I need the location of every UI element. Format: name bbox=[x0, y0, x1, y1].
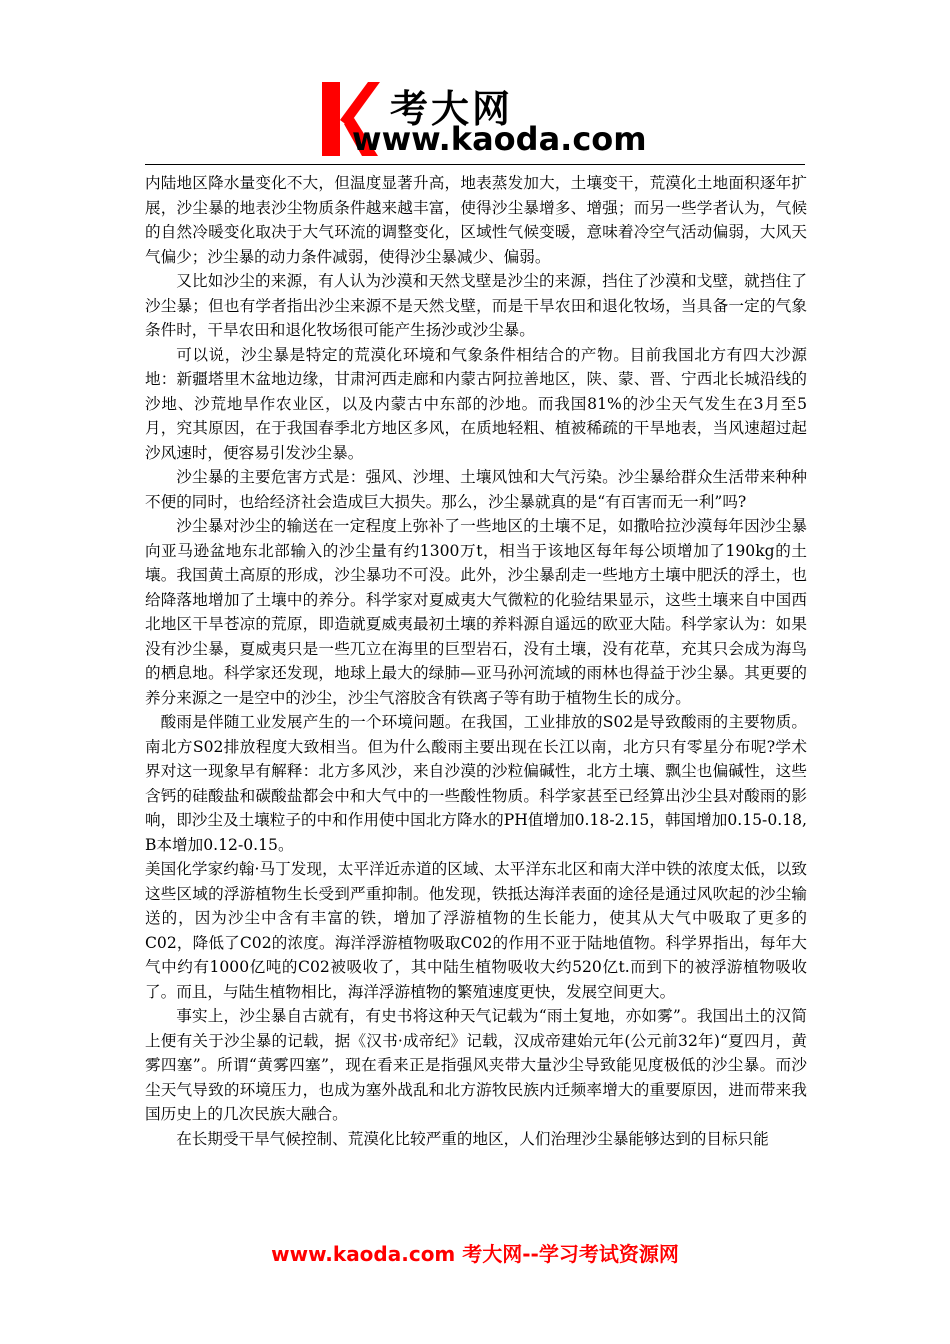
paragraph-6: 酸雨是伴随工业发展产生的一个环境问题。在我国，工业排放的S02是导致酸雨的主要物质。南北方S02排放程度大致相当。但为什么酸雨主要出现在长江以南，北方只有零星分布呢?学术界对这一现象早有解释：北方多风沙，来自沙漠的沙粒偏碱性，北方土壤、飘尘也偏碱性，这些含钙的硅酸盐和碳酸盐都会中和大气中的一些酸性物质。科学家甚至已经算出沙尘县对酸雨的影响，即沙尘及土壤粒子的中和作用使中国北方降水的PH值增加0.18-2.15，韩国增加0.15-0.18, B本增加0.12-0.15。 bbox=[145, 713, 807, 854]
article-body bbox=[145, 171, 807, 1151]
site-url[interactable]: www.kaoda.com bbox=[352, 120, 647, 158]
paragraph-1: 内陆地区降水量变化不大，但温度显著升高，地表蒸发加大，土壤变干，荒漠化土地面积逐年扩展，沙尘暴的地表沙尘物质条件越来越丰富，使得沙尘暴增多、增强；而另一些学者认为，气候的自然冷暖变化取决于大气环流的调整变化，区域性气候变暖，意味着冷空气活动偏弱，大风天气偏少；沙尘暴的动力条件减弱，使得沙尘暴减少、偏弱。 bbox=[145, 174, 807, 266]
site-logo[interactable] bbox=[318, 80, 648, 158]
paragraph-5: 沙尘暴对沙尘的输送在一定程度上弥补了一些地区的土壤不足，如撒哈拉沙漠每年因沙尘暴向亚马逊盆地东北部输入的沙尘量有约1300万t，相当于该地区每年每公顷增加了190kg的土壤。我国黄土高原的形成，沙尘暴功不可没。此外，沙尘暴刮走一些地方土壤中肥沃的浮土，也给降落地增加了土壤中的养分。科学家对夏威夷大气微粒的化验结果显示，这些土壤来自中国西北地区干旱苍凉的荒原，即造就夏威夷最初土壤的养料源自遥远的欧亚大陆。科学家认为：如果没有沙尘暴，夏威夷只是一些兀立在海里的巨型岩石，没有土壤，没有花草，充其只会成为海鸟的栖息地。科学家还发现，地球上最大的绿肺—亚马孙河流域的雨林也得益于沙尘暴。其更要的养分来源之一是空中的沙尘，沙尘气溶胶含有铁离子等有助于植物生长的成分。 bbox=[145, 517, 807, 707]
paragraph-9: 在长期受干旱气候控制、荒漠化比较严重的地区，人们治理沙尘暴能够达到的目标只能 bbox=[176, 1129, 769, 1148]
header-divider bbox=[145, 164, 805, 165]
paragraph-3: 可以说，沙尘暴是特定的荒漠化环境和气象条件相结合的产物。目前我国北方有四大沙源地：新疆塔里木盆地边缘，甘肃河西走廊和内蒙古阿拉善地区，陕、蒙、晋、宁西北长城沿线的沙地、沙荒地旱作农业区，以及内蒙古中东部的沙地。而我国81%的沙尘天气发生在3月至5月，究其原因，在于我国春季北方地区多风，在质地轻粗、植被稀疏的干旱地表，当风速超过起沙风速时，便容易引发沙尘暴。 bbox=[145, 345, 807, 462]
footer-link[interactable]: www.kaoda.com 考大网--学习考试资源网 bbox=[271, 1242, 679, 1266]
paragraph-4: 沙尘暴的主要危害方式是：强风、沙埋、土壤风蚀和大气污染。沙尘暴给群众生活带来种种不便的同时，也给经济社会造成巨大损失。那么，沙尘暴就真的是“有百害而无一利”吗? bbox=[145, 468, 807, 511]
site-name: 考大网 bbox=[390, 87, 514, 131]
paragraph-7: 美国化学家约翰·马丁发现，太平洋近赤道的区域、太平洋东北区和南大洋中铁的浓度太低，以致这些区域的浮游植物生长受到严重抑制。他发现，铁抵达海洋表面的途径是通过风吹起的沙尘输送的，因为沙尘中含有丰富的铁，增加了浮游植物的生长能力，使其从大气中吸取了更多的C02，降低了C02的浓度。海洋浮游植物吸取C02的作用不亚于陆地值物。科学界指出，每年大气中约有1000亿吨的C02被吸收了，其中陆生植物吸收大约520亿t.而到下的被浮游植物吸收了。而且，与陆生植物相比，海洋浮游植物的繁殖速度更快，发展空间更大。 bbox=[145, 860, 807, 1001]
paragraph-8: 事实上，沙尘暴自古就有，有史书将这种天气记载为“雨土复地，亦如雾”。我国出土的汉简上便有关于沙尘暴的记载，据《汉书·成帝纪》记载，汉成帝建始元年(公元前32年)“夏四月，黄雾四塞”。所谓“黄雾四塞”，现在看来正是指强风夹带大量沙尘导致能见度极低的沙尘暴。而沙尘天气导致的环境压力，也成为塞外战乱和北方游牧民族内迁频率增大的重要原因，进而带来我国历史上的几次民族大融合。 bbox=[145, 1007, 807, 1123]
paragraph-2: 又比如沙尘的来源，有人认为沙漠和天然戈壁是沙尘的来源，挡住了沙漠和戈壁，就挡住了沙尘暴；但也有学者指出沙尘来源不是天然戈壁，而是干旱农田和退化牧场，当具备一定的气象条件时，干旱农田和退化牧场很可能产生扬沙或沙尘暴。 bbox=[145, 272, 807, 339]
